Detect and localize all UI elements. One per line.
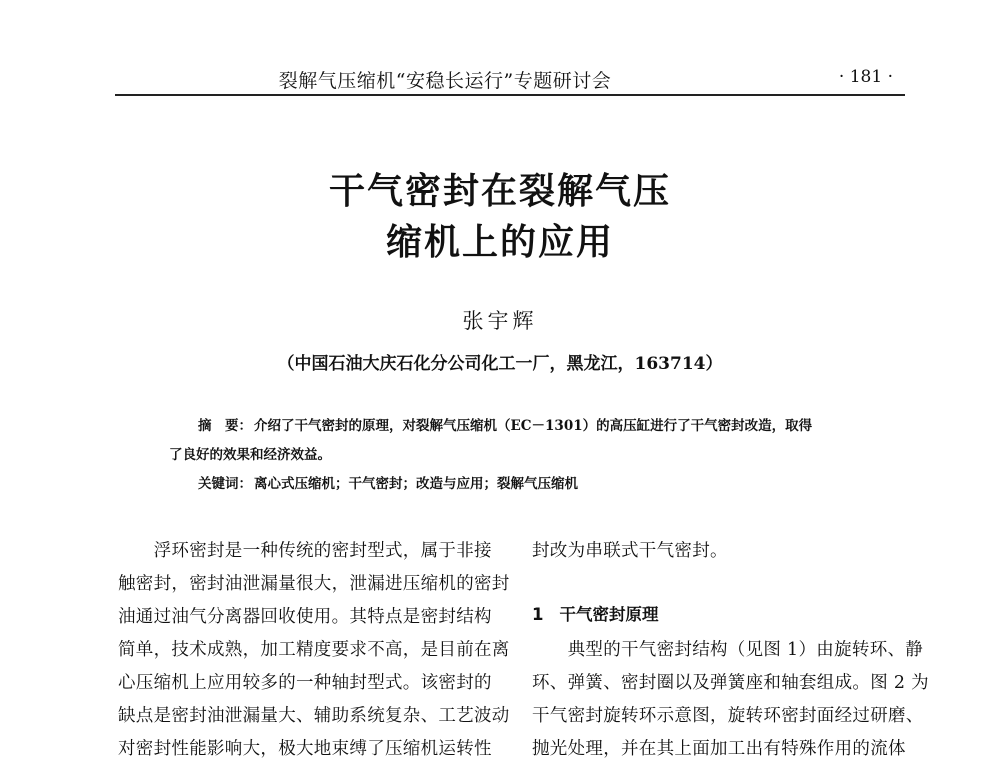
section-1-heading: [532, 601, 658, 625]
body-left-line-4: 简单，技术成熟，加工精度要求不高，是目前在离: [118, 640, 510, 660]
body-left-line-1: 浮环密封是一种传统的密封型式，属于非接: [118, 541, 492, 561]
keywords-line: [198, 472, 578, 492]
article-title-line-2: 缩机上的应用: [385, 222, 614, 263]
body-left-line-5: 心压缩机上应用较多的一种轴封型式。该密封的: [118, 673, 492, 693]
author-affiliation: （中国石油大庆石化分公司化工一厂，黑龙江，163714）: [277, 354, 723, 374]
body-left-line-7: 对密封性能影响大，极大地束缚了压缩机运转性: [118, 739, 492, 759]
section-1-number: 1: [532, 605, 544, 624]
keywords-text: 离心式压缩机；干气密封；改造与应用；裂解气压缩机: [254, 476, 578, 492]
body-right-line-3: 干气密封旋转环示意图，旋转环密封面经过研磨、: [532, 706, 924, 726]
section-1-title: 干气密封原理: [559, 605, 659, 624]
keywords-label: 关键词：: [198, 476, 252, 492]
body-left-line-3: 油通过油气分离器回收使用。其特点是密封结构: [118, 607, 492, 627]
page-number: · 181 ·: [838, 67, 893, 87]
abstract-line-2: 了良好的效果和经济效益。: [169, 447, 331, 463]
body-right-line-0: 封改为串联式干气密封。: [532, 541, 728, 561]
body-left-line-2: 触密封，密封油泄漏量很大，泄漏进压缩机的密封: [118, 574, 510, 594]
abstract-line-1: [198, 414, 812, 434]
body-right-line-2: 环、弹簧、密封圈以及弹簧座和轴套组成。图 2 为: [532, 673, 929, 693]
author-name: 张宇辉: [462, 309, 538, 333]
running-title: 裂解气压缩机“安稳长运行”专题研讨会: [278, 70, 612, 92]
abstract-label: 摘 要：: [198, 418, 252, 434]
abstract-text-1: 介绍了干气密封的原理，对裂解气压缩机（EC－1301）的高压缸进行了干气密封改造，取得: [254, 418, 813, 434]
body-left-line-6: 缺点是密封油泄漏量大、辅助系统复杂、工艺波动: [118, 706, 510, 726]
article-title-line-1: 干气密封在裂解气压: [328, 171, 671, 212]
body-right-line-1: 典型的干气密封结构（见图 1）由旋转环、静: [532, 640, 924, 660]
body-right-line-4: 抛光处理，并在其上面加工出有特殊作用的流体: [532, 739, 906, 759]
running-header: [115, 62, 905, 96]
